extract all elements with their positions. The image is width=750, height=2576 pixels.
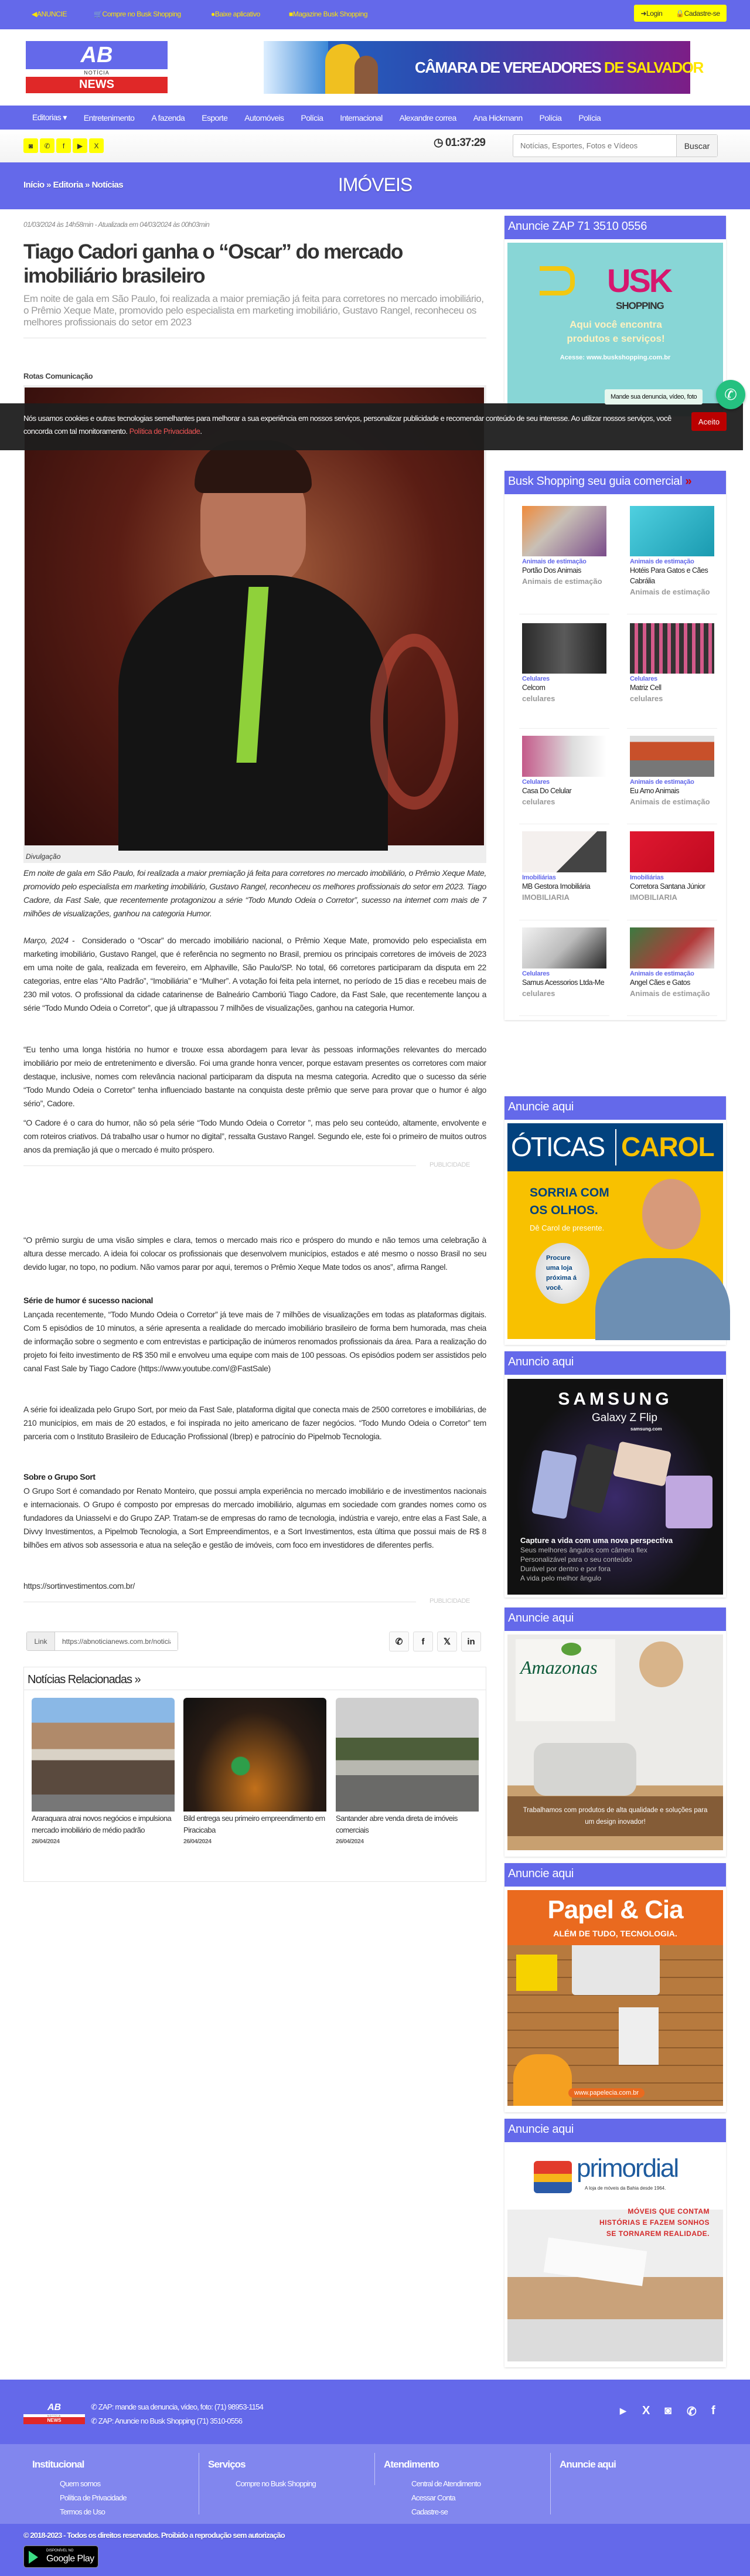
guide-category: Celulares	[522, 779, 550, 786]
guide-item[interactable]	[630, 736, 714, 806]
ad-line: SORRIA COM	[530, 1186, 609, 1199]
clock-icon: ◷	[434, 137, 443, 149]
footer-column-title: Serviços	[208, 2459, 246, 2470]
guide-description: celulares	[522, 797, 555, 806]
footer-column-servicos	[199, 2453, 375, 2514]
facebook-icon[interactable]: f	[56, 138, 71, 153]
guide-item[interactable]	[630, 927, 714, 998]
sign-in-icon: ➜	[640, 9, 647, 18]
brand-text: Amazonas	[520, 1657, 598, 1678]
article-date: 01/03/2024 às 14h58min - Atualizada em 04/03/2024 às 00h03min	[23, 220, 210, 229]
guide-name: MB Gestora Imobiliária	[522, 882, 591, 891]
footer-column-institucional	[23, 2453, 199, 2514]
nav-ana-hickmann[interactable]: Ana Hickmann	[473, 113, 523, 123]
footer-column-title: Anuncie aqui	[560, 2459, 616, 2470]
divider	[519, 1015, 609, 1016]
article-subheading: Série de humor é sucesso nacional	[23, 1296, 153, 1305]
logo-line1: NOTÍCIA	[23, 2414, 85, 2417]
guide-thumbnail	[630, 927, 714, 968]
whatsapp-icon[interactable]: ✆	[40, 138, 54, 153]
share-linkedin-button[interactable]	[461, 1632, 481, 1651]
external-link[interactable]: https://sortinvestimentos.com.br/	[23, 1581, 135, 1591]
brand-text: CAROL	[621, 1131, 714, 1162]
phone-graphic	[666, 1476, 712, 1528]
guide-name: Corretora Santana Júnior	[630, 882, 705, 891]
laptop-graphic	[572, 1945, 660, 1995]
section-title: IMÓVEIS	[338, 174, 412, 195]
guide-description: Animais de estimação	[630, 797, 710, 806]
megaphone-icon: ◀	[32, 10, 37, 18]
guide-item[interactable]	[522, 736, 606, 806]
brand-text: ÓTICAS	[511, 1131, 605, 1162]
guide-category: Animais de estimação	[630, 779, 694, 786]
x-icon: 𝕏	[443, 1637, 451, 1647]
ad-copy	[520, 1536, 673, 1583]
busk-logo-text: USK	[607, 262, 671, 299]
facebook-icon[interactable]: f	[711, 2404, 715, 2417]
article-paragraph: “O Cadore é o cara do humor, não só pela série “Todo Mundo Odeia o Corretor ”, mas pelo seu conteúdo, altamente, envolvente e com roteiros criativos. Dá trabalho usar o humor no digital”, ressalta Gustavo Rangel. Segundo ele, este foi o primeiro de muitos outros anos da premiação já que o mercado é muito próspero.	[23, 1118, 486, 1154]
footer-zap-anuncie[interactable]: ✆ ZAP: Anuncie no Busk Shopping (71) 3510-0556	[91, 2417, 243, 2425]
linkedin-icon: in	[467, 1636, 475, 1647]
guide-category: Animais de estimação	[630, 970, 694, 977]
magazine-busk-link[interactable]: ■Magazine Busk Shopping	[289, 10, 368, 18]
ad-tagline: A loja de móveis da Bahia desde 1964.	[585, 2186, 666, 2191]
footer-column-atendimento	[375, 2453, 551, 2514]
signup-button[interactable]: 🔒Cadastre-se	[676, 9, 720, 18]
footer-zap-denuncia[interactable]: ✆ ZAP: mande sua denuncia, vídeo, foto: (71) 98953-1154	[91, 2402, 264, 2411]
article-paragraph: A série foi idealizada pelo Grupo Sort, por meio da Fast Sale, plataforma digital que conecta mais de 2500 corretores e imobiliárias, de 210 municípios, em mais de 20 estados, e foi inspirada no jeito americano de fazer negócios. “Todo Mundo Odeia o Corretor” tem parceria com o Instituto Brasileiro de Educação Profissional (Ibrep) e patrocínio do Pipelmob Tecnologia.	[23, 1405, 486, 1441]
guide-name: Hotéis Para Gatos e Cães Cabrália	[630, 566, 708, 585]
play-store-icon	[29, 2551, 38, 2564]
guide-description: IMOBILIARIA	[522, 893, 570, 902]
guide-name: Portão Dos Animais	[522, 566, 581, 575]
related-date: 26/04/2024	[32, 1838, 60, 1845]
ad-headline	[530, 1184, 629, 1219]
instagram-icon[interactable]: ◙	[664, 2404, 672, 2417]
guide-category: Animais de estimação	[522, 558, 587, 565]
main-nav	[0, 106, 750, 130]
article-title: Tiago Cadori ganha o “Oscar” do mercado imobiliário brasileiro	[23, 240, 403, 287]
ad-line: Seus melhores ângulos com câmera flex	[520, 1546, 647, 1554]
gplay-big-text: Google Play	[46, 2554, 94, 2564]
product-text: Galaxy Z Flip	[592, 1412, 657, 1424]
cookie-banner	[0, 403, 743, 450]
related-thumbnail	[32, 1698, 175, 1812]
site-logo[interactable]	[26, 41, 168, 93]
whatsapp-icon: ✆	[395, 1637, 403, 1647]
related-date: 26/04/2024	[183, 1838, 212, 1845]
trophy-number-graphic	[370, 634, 458, 810]
guide-thumbnail	[630, 831, 714, 872]
article-paragraph: “O prêmio surgiu de uma visão simples e clara, temos o mercado mais rico e próspero do mundo e não temos uma celebração à altura desse mercado. A ideia foi colocar os profissionais que desenvolvem municípios, estados e até mesmo o nosso Brasil no seu devido lugar, no topo, no podium. Não vamos parar por aqui, teremos o Prêmio Xeque Mate todos os anos”, afirma Rangel.	[23, 1235, 486, 1272]
guide-thumbnail	[522, 927, 606, 968]
share-link-field	[26, 1632, 178, 1651]
breadcrumb-band	[0, 162, 750, 209]
footer-link-compre[interactable]: Compre no Busk Shopping	[236, 2479, 316, 2488]
logo-line1: NOTÍCIA	[26, 69, 168, 76]
whatsapp-tooltip: Mande sua denuncia, vídeo, foto	[605, 389, 703, 405]
share-x-button[interactable]	[437, 1632, 457, 1651]
breadcrumb-editoria[interactable]: Editoria	[53, 180, 83, 190]
breadcrumb-separator: »	[85, 180, 90, 190]
footer-link-privacidade[interactable]: Política de Privacidade	[60, 2493, 127, 2502]
ad-label: PUBLICIDADE	[429, 1598, 470, 1605]
guide-description: celulares	[630, 694, 663, 703]
oticas-carol-ad[interactable]	[507, 1123, 723, 1339]
sidebar-header: Anuncie ZAP 71 3510 0556	[504, 216, 726, 239]
cart-icon: 🛒	[94, 10, 103, 18]
footer-link-cadastre[interactable]: Cadastre-se	[411, 2507, 448, 2516]
nav-internacional[interactable]: Internacional	[340, 113, 383, 123]
footer-top	[0, 2380, 750, 2444]
sofa-graphic	[534, 1743, 636, 1796]
guide-item[interactable]	[522, 623, 606, 703]
brand-text: primordial	[577, 2154, 679, 2183]
footer-link-acessar-conta[interactable]: Acessar Conta	[411, 2493, 455, 2502]
related-item[interactable]	[336, 1698, 479, 1845]
sidebar-ad-amazonas	[504, 1608, 726, 1857]
ad-url: samsung.com	[630, 1426, 662, 1432]
guide-item[interactable]	[522, 831, 606, 902]
sidebar-header	[504, 471, 726, 494]
link-label: Link	[27, 1632, 55, 1650]
chevron-right-icon: »	[685, 475, 692, 488]
sidebar-header: Anuncie aqui	[504, 1608, 726, 1631]
guide-description: Animais de estimação	[522, 577, 602, 586]
share-whatsapp-button[interactable]	[389, 1632, 409, 1651]
primordial-logo-icon	[534, 2161, 572, 2193]
phone-graphic	[531, 1450, 577, 1520]
sidebar-ad-papel	[504, 1863, 726, 2112]
guide-thumbnail	[522, 831, 606, 872]
nav-a-fazenda[interactable]: A fazenda	[151, 113, 185, 123]
ad-url: www.papelecia.com.br	[568, 2088, 645, 2098]
google-play-badge[interactable]	[23, 2546, 98, 2568]
article-subheading: Sobre o Grupo Sort	[23, 1472, 96, 1481]
article-author: Rotas Comunicação	[23, 372, 93, 380]
article-subtitle: Em noite de gala em São Paulo, foi realizada a maior premiação já feita para corretores no mercado imobiliário, o Prêmio Xeque Mate, promovido pelo especialista em marketing imobiliário, Gustavo Rangel, reconheceu os melhores profissionais do setor em 2023	[23, 293, 484, 328]
related-title: Bild entrega seu primeiro empreendimento em Piracicaba	[183, 1814, 325, 1834]
cookie-text: Nós usamos cookies e outras tecnologias semelhantes para melhorar a sua experiência em nossos serviços, personalizar publicidade e recomendar conteúdo de seu interesse. Ao utilizar nossos serviços, você concorda com tal monitoramento. Política de Privacidade.	[23, 414, 671, 436]
related-thumbnail	[183, 1698, 326, 1812]
ad-line: A vida pelo melhor ângulo	[520, 1574, 602, 1582]
footer-bottom	[0, 2524, 750, 2576]
guide-name: Angel Cães e Gatos	[630, 978, 690, 987]
breadcrumb-noticias[interactable]: Notícias	[91, 180, 123, 190]
busk-guide	[504, 471, 726, 1020]
share-link-input[interactable]	[55, 1632, 178, 1650]
guide-title: Busk Shopping seu guia comercial	[508, 475, 683, 488]
primordial-ad[interactable]	[507, 2150, 723, 2361]
divider	[615, 1129, 616, 1165]
clock: ◷ 01:37:29	[434, 137, 485, 149]
youtube-icon[interactable]: ▶	[73, 138, 87, 153]
baixe-aplicativo-link[interactable]: ●Baixe aplicativo	[211, 10, 260, 18]
sidebar-header: Anuncie aqui	[504, 2119, 726, 2142]
guide-thumbnail	[522, 736, 606, 777]
guide-description: Animais de estimação	[630, 587, 710, 596]
ad-badge: Procure uma loja próxima á você.	[536, 1243, 589, 1304]
sidebar-ad-samsung	[504, 1351, 726, 1598]
related-news	[23, 1667, 486, 1882]
notebook-graphic	[516, 1955, 557, 1991]
person-graphic	[595, 1258, 730, 1340]
samsung-ad[interactable]	[507, 1379, 723, 1595]
footer-column-title: Institucional	[32, 2459, 84, 2470]
logo-letters: AB	[26, 41, 168, 69]
breadcrumb	[23, 180, 123, 190]
anuncie-link[interactable]: ◀ANUNCIE	[32, 10, 67, 18]
footer-link-central[interactable]: Central de Atendimento	[411, 2479, 481, 2488]
account-box	[634, 5, 727, 22]
nav-esporte[interactable]: Esporte	[202, 113, 228, 123]
hat-graphic	[513, 2054, 572, 2106]
share-facebook-button[interactable]	[413, 1632, 433, 1651]
article-paragraph: Lançada recentemente, “Todo Mundo Odeia o Corretor” já teve mais de 7 milhões de visualizações em todas as plataformas digitais. Com 5 episódios de 10 minutos, a série apresenta a realidade do mercado imobiliário brasileiro de forma bem humorada, mas cheia de informação sobre o segmento e com entrevistas e participação de inúmeros renomados profissionais da área. Para a realização do projeto foi feito investimento de R$ 350 mil e envolveu uma equipe com mais de 100 pessoas. Os episódios podem ser assistidos pelo canal Fast Sale by Tiago Cadore (https://www.youtube.com/@FastSale)	[23, 1310, 486, 1373]
sidebar-header: Anuncie aqui	[504, 1863, 726, 1887]
guide-thumbnail	[630, 506, 714, 556]
busk-logo-sub: SHOPPING	[616, 300, 664, 311]
x-icon[interactable]: X	[642, 2404, 650, 2417]
related-news-title: Notícias Relacionadas »	[28, 1673, 141, 1686]
dateline: Março, 2024 -	[23, 936, 75, 945]
divider	[519, 728, 609, 729]
amazonas-ad[interactable]	[507, 1634, 723, 1850]
guide-category: Imobiliárias	[630, 874, 664, 881]
guide-description: celulares	[522, 989, 555, 998]
footer-logo[interactable]	[23, 2402, 85, 2424]
guide-thumbnail	[630, 736, 714, 777]
related-title: Araraquara atrai novos negócios e impulsiona mercado imobiliário de médio padrão	[32, 1814, 172, 1834]
sidebar-header: Anuncie aqui	[504, 1096, 726, 1120]
footer-column-anuncie	[551, 2453, 727, 2514]
search-form	[513, 134, 718, 157]
youtube-icon[interactable]: ▶	[620, 2406, 626, 2415]
guide-name: Samus Acessorios Ltda-Me	[522, 978, 605, 987]
store-sign-graphic	[544, 2237, 647, 2286]
guide-item[interactable]	[522, 927, 606, 998]
guide-category: Imobiliárias	[522, 874, 556, 881]
related-date: 26/04/2024	[336, 1838, 364, 1845]
nav-editorias[interactable]: Editorias ▾	[32, 113, 67, 122]
guide-description: IMOBILIARIA	[630, 893, 677, 902]
footer-column-title: Atendimento	[384, 2459, 439, 2470]
sub-bar	[0, 130, 750, 162]
accept-cookies-button[interactable]: Aceito	[691, 412, 727, 431]
compre-busk-link[interactable]: 🛒Compre no Busk Shopping	[94, 10, 181, 18]
footer-link-quem-somos[interactable]: Quem somos	[60, 2479, 101, 2488]
nav-policia-2[interactable]: Polícia	[539, 113, 562, 123]
person-graphic	[354, 56, 378, 94]
ad-line: OS OLHOS.	[530, 1204, 598, 1217]
copyright: © 2018-2023 - Todos os direitos reservados. Proibido a reprodução sem autorização	[23, 2531, 285, 2540]
ad-line: Personalizável para o seu conteúdo	[520, 1555, 632, 1564]
banner-text-highlight: DE SALVADOR	[604, 59, 703, 76]
banner-text: CÂMARA DE VEREADORES	[415, 59, 601, 76]
lock-icon: 🔒	[676, 9, 684, 18]
nav-entretenimento[interactable]: Entretenimento	[83, 113, 135, 123]
building-graphic	[264, 41, 328, 94]
ad-copy: Trabalhamos com produtos de alta qualidade e soluções para um design inovador!	[507, 1796, 723, 1836]
ad-headline: MÓVEIS QUE CONTAM HISTÓRIAS E FAZEM SONHOS SE TORNAREM REALIDADE.	[599, 2207, 710, 2238]
bag-icon: ■	[289, 10, 293, 18]
guide-thumbnail	[522, 506, 606, 556]
phone-graphic	[570, 1443, 618, 1514]
logo-letters: AB	[47, 2402, 62, 2413]
cart-logo-graphic	[540, 266, 575, 295]
guide-thumbnail	[522, 623, 606, 674]
ad-label: PUBLICIDADE	[429, 1161, 470, 1168]
whatsapp-icon[interactable]: ✆	[687, 2405, 697, 2418]
brand-text: SAMSUNG	[558, 1389, 673, 1409]
guide-description: celulares	[522, 694, 555, 703]
footer-links	[0, 2444, 750, 2524]
notepad-graphic	[619, 2007, 659, 2065]
nav-policia[interactable]: Polícia	[301, 113, 323, 123]
photo-caption: Divulgação	[26, 852, 61, 861]
divider	[627, 728, 717, 729]
guide-item[interactable]	[630, 506, 714, 596]
sidebar-ad-primordial	[504, 2119, 726, 2367]
instagram-icon[interactable]: ◙	[23, 138, 38, 153]
brand-text: Papel & Cia	[547, 1895, 683, 1924]
cookie-message: Nós usamos cookies e outras tecnologias semelhantes para melhorar a sua experiência em nossos serviços, personalizar publicidade e recomendar conteúdo de seu interesse. Ao utilizar nossos serviços, você concorda com tal monitoramento.	[23, 414, 671, 436]
nav-automoveis[interactable]: Automóveis	[244, 113, 284, 123]
related-item[interactable]	[32, 1698, 175, 1845]
article-paragraph	[23, 934, 486, 1015]
guide-item[interactable]	[630, 623, 714, 703]
ad-tagline: ALÉM DE TUDO, TECNOLOGIA.	[553, 1929, 677, 1938]
leaf-logo-icon	[561, 1643, 581, 1656]
fan-decor-graphic	[639, 1642, 683, 1687]
logo-line2: NEWS	[23, 2417, 85, 2424]
guide-item[interactable]	[522, 506, 606, 586]
phone-graphic	[613, 1441, 672, 1486]
article-lead: Em noite de gala em São Paulo, foi realizada a maior premiação já feita para corretores no mercado imobiliário, o Prêmio Xeque Mate, promovido pelo especialista em marketing imobiliário, Gustavo Rangel, reconheceu os melhores profissionais do setor em 2023. Tiago Cadore, da Fast Sale, que recentemente protagonizou a série “Todo Mundo Odeia o Corretor”, sucesso na internet com mais de 7 milhões de visualizações, ganhou na categoria Humor.	[23, 868, 486, 918]
search-input[interactable]	[513, 135, 676, 157]
ad-url: Acesse: www.buskshopping.com.br	[560, 354, 671, 361]
logo-line2: NEWS	[26, 77, 168, 93]
whatsapp-icon: ✆	[724, 385, 737, 403]
sidebar-ad-oticas	[504, 1096, 726, 1345]
guide-category: Celulares	[522, 675, 550, 682]
x-icon[interactable]: X	[89, 138, 104, 153]
related-item[interactable]	[183, 1698, 326, 1845]
login-button[interactable]: ➜Login	[640, 9, 663, 18]
related-title: Santander abre venda direta de imóveis comerciais	[336, 1814, 458, 1834]
article-paragraph: “Eu tenho uma longa história no humor e trouxe essa abordagem para levar às pessoas informações relevantes do mercado imobiliário por meio de entretenimento e diversão. Foi uma grande honra vencer, porque estavam presentes os corretores com maior destaque, inclusive, nomes com relevância nacional participaram da disputa na mesma categoria. Acredito que o sucesso da série “Todo Mundo Odeia o Corretor” tenha influenciado bastante na conquista deste prêmio que serve para provar que o humor é algo sério”, Cadore.	[23, 1045, 486, 1108]
footer-link-termos[interactable]: Termos de Uso	[60, 2507, 105, 2516]
android-icon: ●	[211, 10, 215, 18]
guide-name: Casa Do Celular	[522, 787, 572, 795]
guide-name: Matriz Cell	[630, 684, 662, 692]
facebook-icon: f	[421, 1636, 425, 1647]
article-figure	[23, 385, 486, 863]
person-graphic	[642, 1179, 701, 1249]
guide-name: Celcom	[522, 684, 546, 692]
ad-tagline: Dê Carol de presente.	[530, 1224, 605, 1232]
article-photo	[25, 388, 484, 845]
ad-line: Durável por dentro e por fora	[520, 1565, 611, 1573]
breadcrumb-separator: »	[46, 180, 51, 190]
nav-alexandre-correa[interactable]: Alexandre correa	[399, 113, 456, 123]
sidebar-zap-ad	[504, 216, 726, 416]
paragraph-text: Considerado o “Oscar” do mercado imobiliário nacional, o Prêmio Xeque Mate, promovido pelo especialista em marketing imobiliário, Gustavo Rangel, que é referência no segmento no Brasil, premiou os principais corretores de imóveis de 2023 em uma noite de gala, realizada em fevereiro, em Alphaville, São Paulo/SP. No total, 66 corretores participaram da disputa em 22 categorias, entre elas “Alto Padrão”, “Imobiliária” e “Mulher”. A votação foi feita pela internet, no período de 15 dias e recebeu mais de 230 mil votos. O profissional da cidade catarinense de Balneário Camboriú Tiago Cadore, da Fast Sale, que recentemente lançou a série “Todo Mundo Odeia o Corretor”, que já ultrapassou 7 milhões de visualizações, ganhou na categoria Humor.	[23, 936, 486, 1012]
papel-cia-ad[interactable]	[507, 1890, 723, 2106]
search-button[interactable]: Buscar	[676, 135, 717, 157]
breadcrumb-inicio[interactable]: Início	[23, 180, 45, 190]
guide-thumbnail	[630, 623, 714, 674]
privacy-policy-link[interactable]: Política de Privacidade	[129, 427, 200, 436]
gplay-small-text: DISPONÍVEL NO	[46, 2549, 74, 2553]
guide-description: Animais de estimação	[630, 989, 710, 998]
sidebar-header: Anuncio aqui	[504, 1351, 726, 1375]
divider	[627, 1015, 717, 1016]
article-paragraph: O Grupo Sort é comandado por Renato Monteiro, que possui ampla experiência no mercado imobiliário e de investimentos nacionais e internacionais. O Grupo é composto por empresas do mercado imobiliário, algumas em sociedade com grandes nomes como os fundadores da Uniasselvi e do Grupo ZAP. Tratam-se de empresas do ramo de tecnologia, indústria e varejo, entre elas a Fast Sale, a Divvy Investimentos, a Pipelmob Tecnologia, a Sort Empreendimentos, e a Sort Investimentos, esta última que possui mais de R$ 8 bilhões em ativos sob assessoria e atua na seleção e gestão de imóveis, com foco em investidores de diferentes perfis.	[23, 1486, 486, 1549]
related-thumbnail	[336, 1698, 479, 1812]
guide-name: Eu Amo Animais	[630, 787, 680, 795]
top-bar	[0, 0, 750, 29]
ad-headline: Aqui você encontra produtos e serviços!	[567, 319, 665, 344]
guide-category: Celulares	[522, 970, 550, 977]
guide-item[interactable]	[630, 831, 714, 902]
whatsapp-float-button[interactable]	[716, 380, 745, 409]
header-banner-ad[interactable]	[264, 41, 703, 94]
guide-category: Animais de estimação	[630, 558, 694, 565]
ad-line: Capture a vida com uma nova perspectiva	[520, 1536, 673, 1545]
nav-policia-3[interactable]: Polícia	[578, 113, 601, 123]
guide-category: Celulares	[630, 675, 657, 682]
ad-divider	[23, 1165, 416, 1166]
